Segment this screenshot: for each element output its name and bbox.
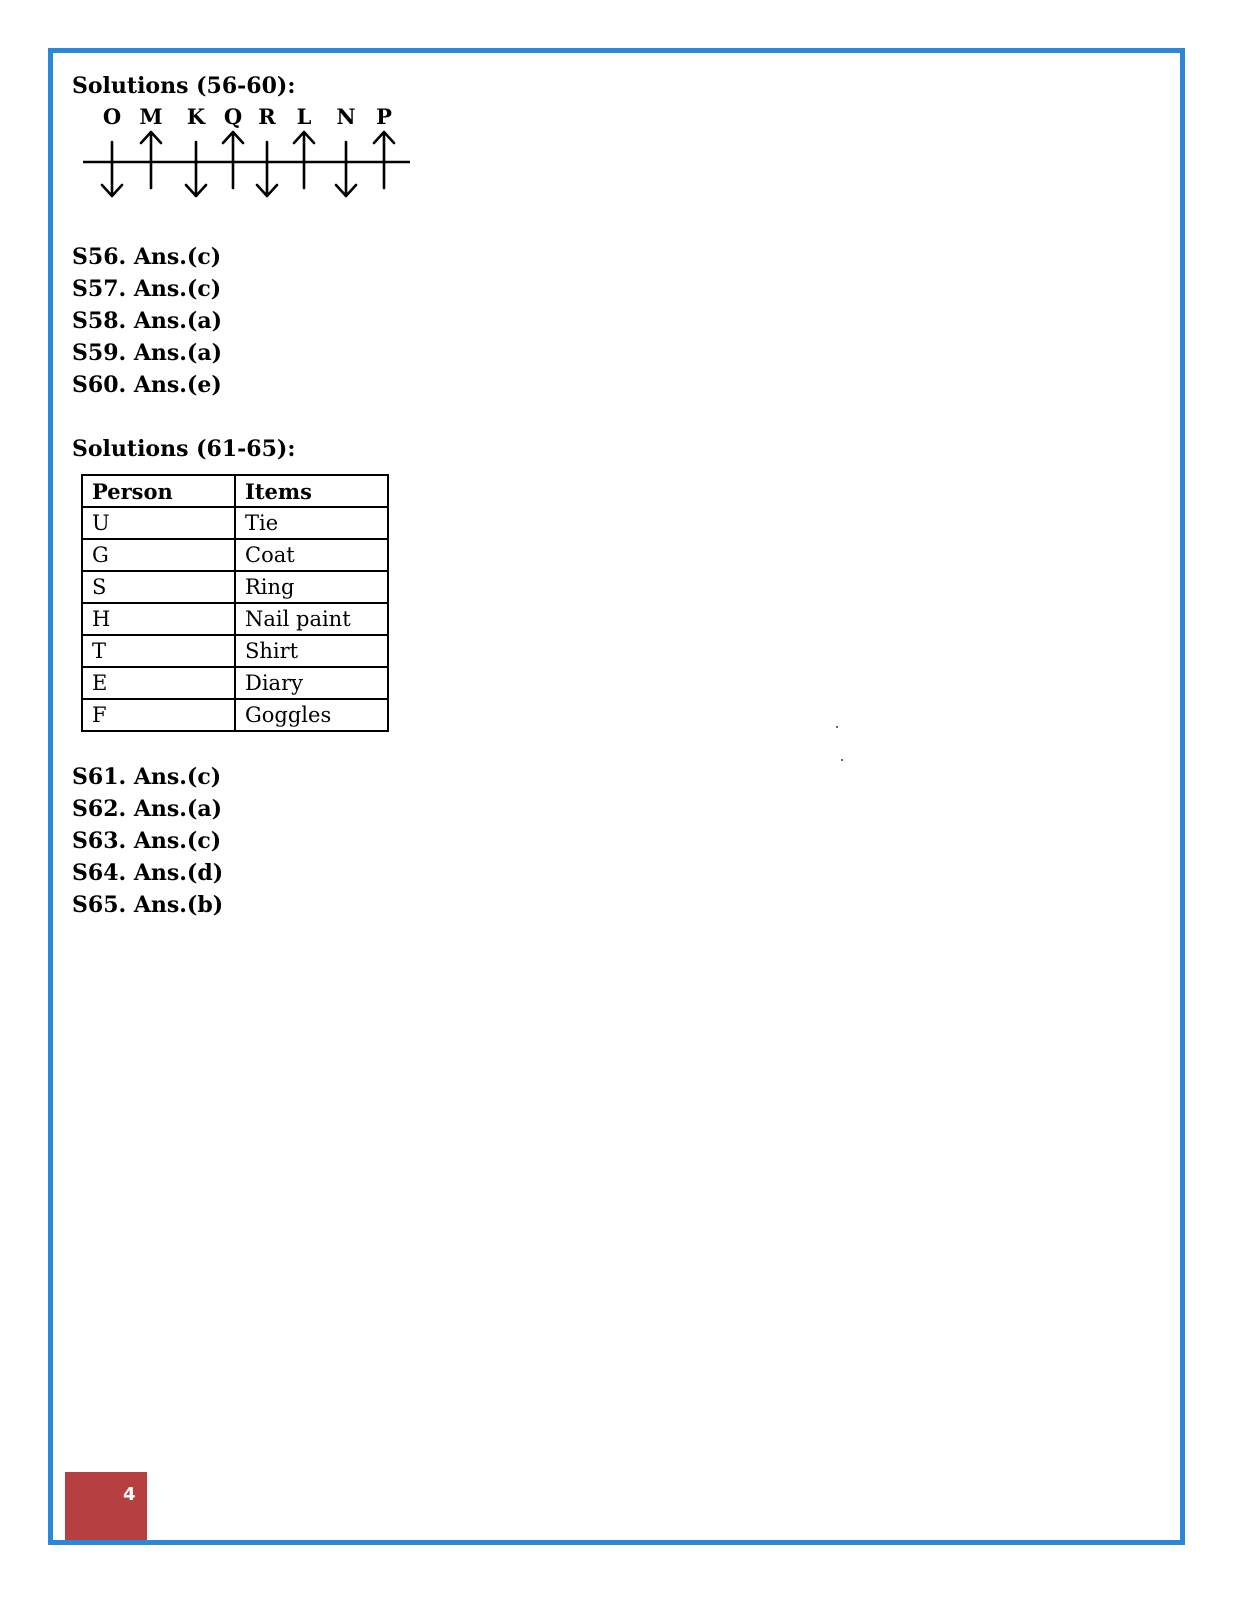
diagram-label-m: M (139, 104, 163, 129)
item-cell: Tie (235, 507, 388, 539)
person-cell: S (82, 571, 235, 603)
table-row (82, 603, 388, 635)
answer-59: S59. Ans.(a) (72, 340, 223, 366)
item-cell: Coat (235, 539, 388, 571)
table-header-row (82, 475, 388, 507)
table-row (82, 635, 388, 667)
diagram-label-p: P (376, 104, 392, 129)
diagram-label-l: L (296, 104, 312, 129)
answer-65: S65. Ans.(b) (72, 892, 224, 918)
item-cell: Shirt (235, 635, 388, 667)
arrow-down-icon (186, 142, 206, 196)
scan-speck (836, 726, 838, 728)
arrow-up-icon (374, 132, 394, 188)
arrow-up-icon (141, 132, 161, 188)
column-header-person: Person (82, 475, 235, 507)
table-row (82, 507, 388, 539)
table-row (82, 667, 388, 699)
table-row (82, 571, 388, 603)
diagram-label-k: K (186, 104, 206, 129)
item-cell: Ring (235, 571, 388, 603)
diagram-label-r: R (258, 104, 276, 129)
answer-57: S57. Ans.(c) (72, 276, 222, 302)
person-cell: T (82, 635, 235, 667)
arrow-up-icon (223, 132, 243, 188)
person-cell: E (82, 667, 235, 699)
answer-56: S56. Ans.(c) (72, 244, 222, 270)
item-cell: Goggles (235, 699, 388, 731)
direction-diagram (80, 100, 420, 210)
arrow-down-icon (336, 142, 356, 196)
person-cell: G (82, 539, 235, 571)
diagram-label-o: O (102, 104, 122, 129)
answer-60: S60. Ans.(e) (72, 372, 222, 398)
answer-62: S62. Ans.(a) (72, 796, 223, 822)
arrow-up-icon (294, 132, 314, 188)
item-cell: Diary (235, 667, 388, 699)
section-heading-56-60: Solutions (56-60): (72, 73, 296, 99)
diagram-label-q: Q (223, 104, 243, 129)
page-number: 4 (123, 1484, 136, 1505)
table-row (82, 539, 388, 571)
diagram-label-n: N (336, 104, 356, 129)
answer-63: S63. Ans.(c) (72, 828, 222, 854)
table-row (82, 699, 388, 731)
person-cell: U (82, 507, 235, 539)
answer-61: S61. Ans.(c) (72, 764, 222, 790)
page-number-badge (65, 1472, 147, 1540)
section-heading-61-65: Solutions (61-65): (72, 436, 296, 462)
arrow-down-icon (257, 142, 277, 196)
column-header-items: Items (235, 475, 388, 507)
person-cell: F (82, 699, 235, 731)
answer-64: S64. Ans.(d) (72, 860, 224, 886)
scan-speck (841, 759, 843, 761)
arrow-down-icon (102, 142, 122, 196)
person-items-table (81, 474, 389, 732)
answer-58: S58. Ans.(a) (72, 308, 223, 334)
person-cell: H (82, 603, 235, 635)
item-cell: Nail paint (235, 603, 388, 635)
